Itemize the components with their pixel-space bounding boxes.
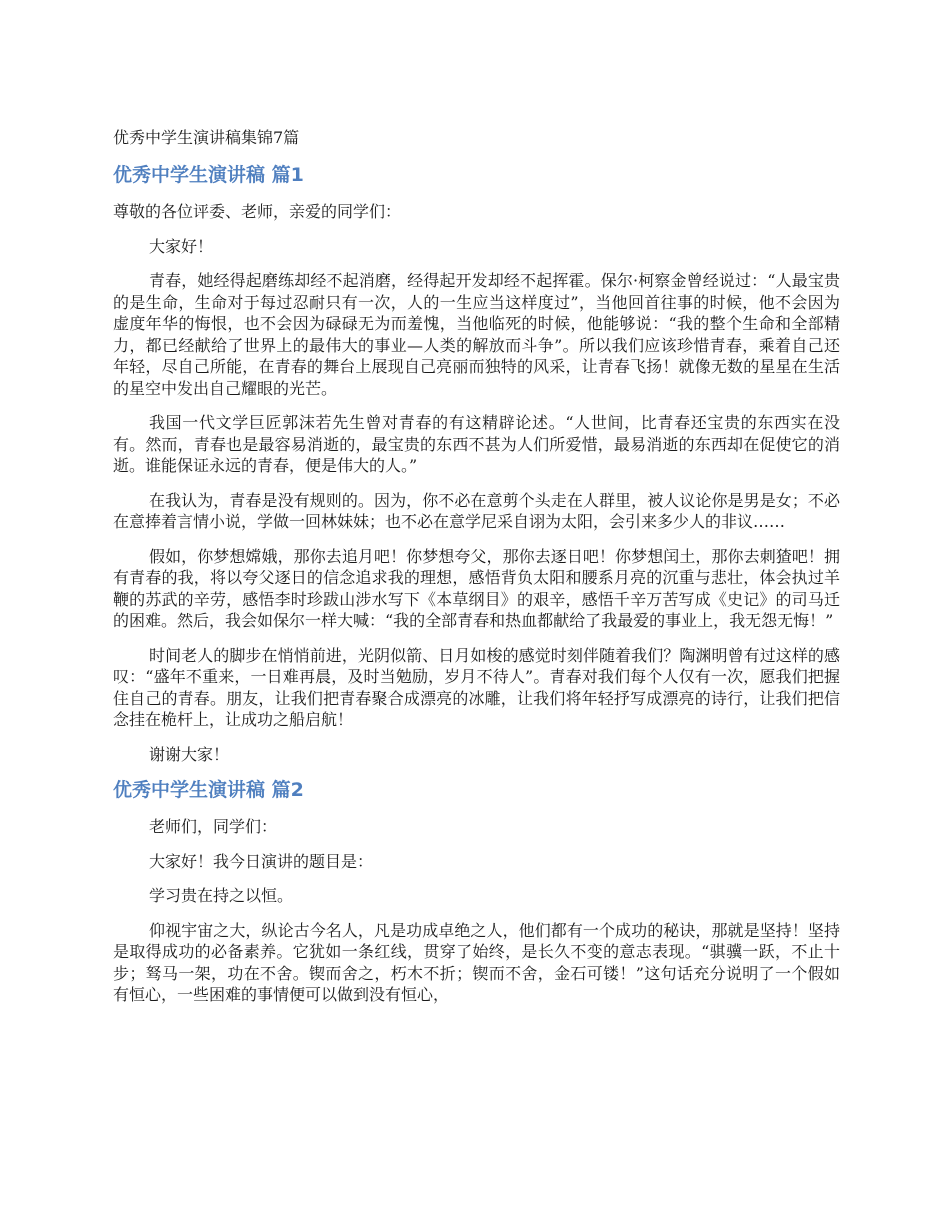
greeting: 大家好！我今日演讲的题目是： (149, 851, 374, 871)
document-page (113, 127, 840, 1019)
document-title: 优秀中学生演讲稿集锦7篇 (113, 128, 300, 147)
body-paragraph: 我国一代文学巨匠郭沫若先生曾对青春的有这精辟论述。“人世间，比青春还宝贵的东西实在没有。然而，青春也是最容易消逝的，最宝贵的东西不甚为人们所爱惜，最易消逝的东西却在促使它的消逝。谁能保证永远的青春，便是伟大的人。” (113, 413, 840, 475)
section-heading-1: 优秀中学生演讲稿 篇1 (113, 164, 304, 186)
body-paragraph: 在我认为，青春是没有规则的。因为，你不必在意剪个头走在人群里，被人议论你是男是女；不必在意捧着言情小说，学做一回林妹妹；也不必在意学尼采自诩为太阳，会引来多少人的非议…… (113, 490, 840, 531)
body-paragraph: 青春，她经得起磨练却经不起消磨，经得起开发却经不起挥霍。保尔·柯察金曾经说过：“人最宝贵的是生命，生命对于每过忍耐只有一次，人的一生应当这样度过”，当他回首往事的时候，他不会因为虚度年华的悔恨，也不会因为碌碌无为而羞愧，当他临死的时候，他能够说：“我的整个生命和全部精力，都已经献给了世界上的最伟大的事业—人类的解放而斗争”。所以我们应该珍惜青春，乘着自己还年轻，尽自己所能，在青春的舞台上展现自己亮丽而独特的风采，让青春飞扬！就像无数的星星在生活的星空中发出自己耀眼的光芒。 (113, 271, 840, 398)
speech-topic: 学习贵在持之以恒。 (149, 886, 294, 905)
salutation: 尊敬的各位评委、老师，亲爱的同学们： (113, 202, 402, 221)
section-heading-2: 优秀中学生演讲稿 篇2 (113, 779, 304, 801)
body-paragraph: 时间老人的脚步在悄悄前进，光阴似箭、日月如梭的感觉时刻伴随着我们？陶渊明曾有过这样的感叹：“盛年不重来，一日难再晨，及时当勉励，岁月不待人”。青春对我们每个人仅有一次，愿我们把握住自己的青春。朋友，让我们把青春聚合成漂亮的冰雕，让我们将年轻抒写成漂亮的诗行，让我们把信念挂在桅杆上，让成功之船启航！ (113, 645, 840, 729)
salutation: 老师们，同学们： (149, 817, 278, 836)
body-paragraph: 仰视宇宙之大，纵论古今名人，凡是功成卓绝之人，他们都有一个成功的秘诀，那就是坚持！坚持是取得成功的必备素养。它犹如一条红线，贯穿了始终，是长久不变的意志表现。“骐骥一跃，不止十步；驽马一架，功在不舍。锲而舍之，朽木不折；锲而不舍，金石可镂！”这句话充分说明了一个假如有恒心，一些困难的事情便可以做到没有恒心， (113, 920, 840, 1004)
greeting: 大家好！ (149, 236, 214, 256)
body-paragraph: 假如，你梦想嫦娥，那你去追月吧！你梦想夸父，那你去逐日吧！你梦想闰土，那你去刺猹吧！拥有青春的我，将以夸父逐日的信念追求我的理想，感悟背负太阳和腰系月亮的沉重与悲壮，体会执过羊鞭的苏武的辛劳，感悟李时珍跋山涉水写下《本草纲目》的艰辛，感悟千辛万苦写成《史记》的司马迁的困难。然后，我会如保尔一样大喊：“我的全部青春和热血都献给了我最爱的事业上，我无怨无悔！” (113, 546, 840, 630)
closing: 谢谢大家！ (149, 744, 230, 764)
